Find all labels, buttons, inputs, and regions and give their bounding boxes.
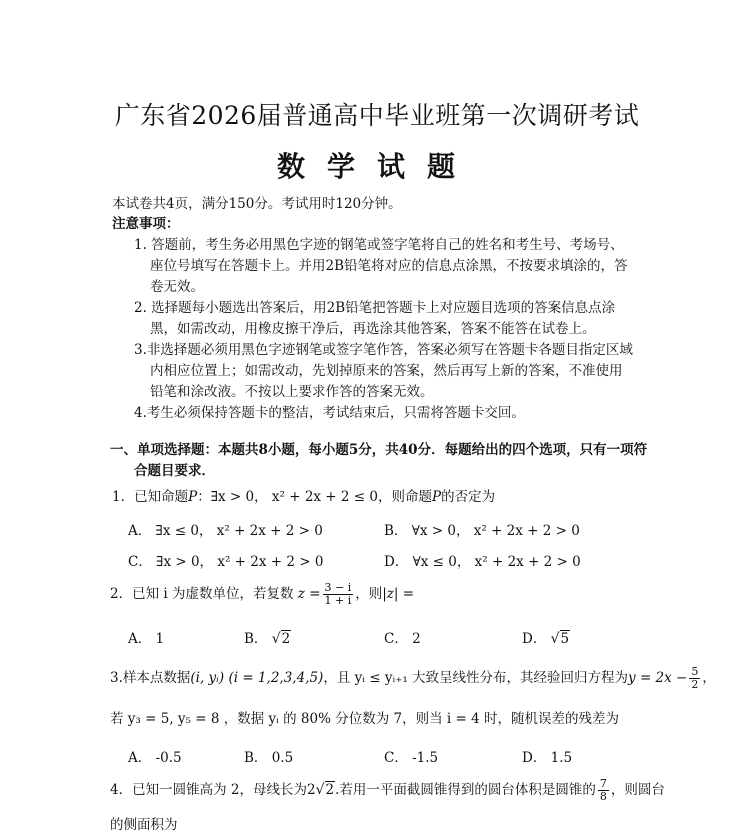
note-line: 卷无效。: [150, 279, 204, 295]
section-heading: 一、单项选择题：本题共8小题，每小题5分，共40分．每题给出的四个选项，只有一项符: [110, 442, 648, 458]
q1-option-b: B． ∀x > 0， x² + 2x + 2 > 0: [384, 523, 580, 539]
q3-comma: ，: [702, 670, 716, 686]
q2-option-d: [522, 627, 570, 647]
sqrt-symbol: √2: [315, 782, 335, 798]
question-3-cont: 若 y₃ = 5, y₅ = 8 ，数据 yᵢ 的 80% 分位数为 7，则当 i = 4 时，随机误差的残差为: [110, 711, 619, 727]
question-3: [110, 666, 716, 691]
q1-prefix: 1．已知命题: [112, 489, 189, 505]
sqrt-symbol: √2: [271, 631, 291, 647]
q3-frac-den: 2: [691, 678, 699, 691]
q3-prefix: 3.样本点数据: [110, 670, 191, 686]
q4-frac-num: 7: [599, 777, 607, 790]
q2-option-b: [244, 627, 291, 647]
q4-sqrt-coef: 2: [306, 782, 316, 798]
q3-data: (i, yᵢ) (i = 1,2,3,4,5): [190, 670, 324, 686]
q3-option-a: A． -0.5: [128, 750, 182, 766]
q3-frac-num: 5: [691, 665, 699, 678]
q4-suffix: ，则圆台: [610, 782, 665, 798]
q2-option-c: C． 2: [384, 631, 421, 647]
q2-option-b-radicand: 2: [281, 631, 291, 647]
q3-fraction: [689, 666, 700, 691]
q1-colon: ：: [197, 489, 211, 505]
q4-sqrt-radicand: 2: [325, 782, 335, 798]
q4-prefix: 4．已知一圆锥高为 2，母线长为: [110, 782, 307, 798]
q2-option-b-label: B．: [244, 631, 268, 647]
q3-text: ，且 yᵢ ≤ yᵢ₊₁ 大致呈线性分布，其经验回归方程为: [323, 670, 629, 686]
exam-title: 广东省2026届普通高中毕业班第一次调研考试: [114, 101, 640, 130]
question-4-cont: 的侧面积为: [110, 817, 178, 833]
q4-frac-den: 8: [599, 790, 607, 803]
q2-suffix: ，则: [355, 586, 383, 602]
note-line: 1. 答题前，考生务必用黑色字迹的钢笔或签字笔将自己的姓名和考生号、考场号、: [134, 237, 624, 253]
q2-option-d-label: D．: [522, 631, 547, 647]
section-heading-cont: 合题目要求．: [134, 463, 215, 479]
q2-frac-num: 3 − i: [324, 581, 352, 594]
note-line: 2. 选择题每小题选出答案后，用2B铅笔把答题卡上对应题目选项的答案信息点涂: [134, 300, 616, 316]
q2-option-d-radicand: 5: [560, 631, 570, 647]
q2-option-a: A． 1: [128, 631, 165, 647]
q2-fraction: [323, 582, 354, 607]
q2-z: z =: [297, 586, 321, 602]
q3-option-d: D． 1.5: [522, 750, 573, 766]
notice-heading: 注意事项：: [112, 216, 180, 232]
question-2: [110, 582, 414, 607]
note-line: 3.非选择题必须用黑色字迹钢笔或签字笔作答，答案必须写在答题卡各题目指定区域: [134, 342, 633, 358]
q4-text: .若用一平面截圆锥得到的圆台体积是圆锥的: [335, 782, 596, 798]
note-line: 4.考生必须保持答题卡的整洁，考试结束后，只需将答题卡交回。: [134, 405, 525, 421]
q3-option-c: C． -1.5: [384, 750, 439, 766]
q1-body: ∃x > 0， x² + 2x + 2 ≤ 0: [210, 489, 378, 505]
q2-prefix: 2．已知 i 为虚数单位，若复数: [110, 586, 294, 602]
q1-p: P: [432, 489, 442, 505]
note-line: 座位号填写在答题卡上。并用2B铅笔将对应的信息点涂黑，不按要求填涂的，答: [150, 258, 628, 274]
exam-subtitle: 数学试题: [276, 150, 477, 183]
q4-fraction: [598, 778, 609, 803]
note-line: 内相应位置上；如需改动，先划掉原来的答案，然后再写上新的答案，不准使用: [150, 363, 623, 379]
q1-suffix2: 的否定为: [441, 489, 496, 505]
q1-p: P: [188, 489, 198, 505]
q2-frac-den: 1 + i: [324, 594, 352, 607]
q1-suffix: ，则命题: [378, 489, 432, 505]
q2-abs: |z| =: [382, 586, 415, 602]
sqrt-symbol: √5: [550, 631, 570, 647]
q1-option-c: C． ∃x > 0， x² + 2x + 2 > 0: [128, 554, 324, 570]
q1-option-a: A． ∃x ≤ 0， x² + 2x + 2 > 0: [128, 523, 323, 539]
exam-info: 本试卷共4页，满分150分。考试用时120分钟。: [112, 196, 402, 212]
q3-equation: y = 2x −: [628, 670, 688, 686]
note-line: 黑，如需改动，用橡皮擦干净后，再选涂其他答案，答案不能答在试卷上。: [150, 321, 596, 337]
q1-option-d: D． ∀x ≤ 0， x² + 2x + 2 > 0: [384, 554, 581, 570]
question-1: [112, 488, 495, 506]
note-line: 铅笔和涂改液。不按以上要求作答的答案无效。: [150, 384, 434, 400]
question-4: [110, 778, 665, 803]
q3-option-b: B． 0.5: [244, 750, 294, 766]
